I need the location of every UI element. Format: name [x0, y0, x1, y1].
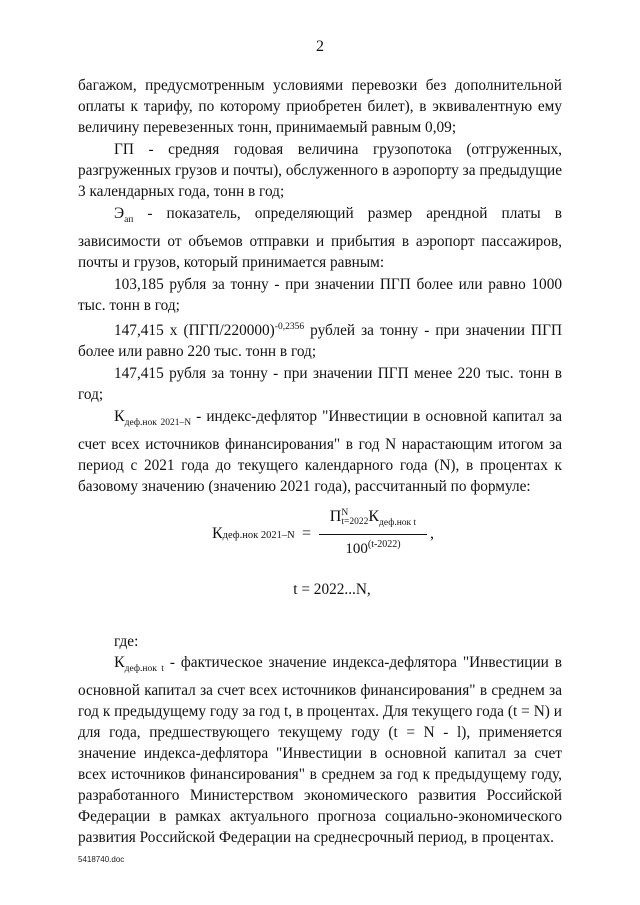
formula-comma: ,: [430, 525, 434, 543]
numerator-k-subscript: деф.нок t: [379, 518, 417, 529]
deflator-symbol: К: [114, 408, 125, 426]
numerator-k-symbol: К: [368, 508, 380, 526]
definition-symbol: К: [114, 654, 125, 672]
document-body: [78, 75, 562, 848]
product-lower: t=2022: [341, 516, 369, 527]
rate-formula-text: рублей за тонну - при значении ПГП более или равно 220 тыс. тонн в год;: [78, 322, 562, 361]
product-symbol: П: [329, 508, 342, 526]
paragraph-rate-1000: 103,185 рубля за тонну - при значении ПГП более или равно 1000 тыс. тонн в год;: [78, 276, 562, 315]
document-footer-filename: 5418740.doc: [78, 855, 125, 864]
paragraph-eap: [78, 203, 562, 273]
rate-formula-base: 147,415 х (ПГП/220000): [114, 322, 275, 340]
paragraph-deflator-definition: [78, 652, 562, 848]
definition-text: - фактическое значение индекса-дефлятора "Инвестиции в основной капитал за счет всех источников финансирования" в среднем за год к предыдущему году за год t, в процентах. Для текущего года (t = N) и для года, предшествующего текущему году (t = N - l), применяется значение индекса-дефлятора "Инвестиции в основной капитал за счет всех источников финансирования" в среднем за год к предыдущему году, разработанного Министерством экономического развития Российской Федерации в рамках актуального прогноза социально-экономического развития Российской Федерации на среднесрочный период, в процентах.: [78, 654, 562, 847]
definition-subscript: деф.нок t: [124, 664, 164, 675]
deflator-formula: [78, 503, 562, 569]
eap-subscript: ап: [124, 215, 134, 226]
page-number: 2: [316, 38, 324, 55]
paragraph-baggage: багажом, предусмотренным условиями перевозки без дополнительной оплаты к тарифу, по которому приобретен билет), в эквивалентную ему величину перевезенных тонн, принимаемый равным 0,09;: [78, 77, 562, 136]
where-label: где:: [114, 633, 139, 651]
formula-fraction: [319, 507, 427, 559]
denominator-exponent: (t-2022): [367, 539, 401, 551]
paragraph-rate-less-220: 147,415 рубля за тонну - при значении ПГП менее 220 тыс. тонн в год;: [78, 365, 562, 404]
denominator-base: 100: [345, 541, 368, 558]
deflator-subscript: деф.нок 2021–N: [124, 418, 192, 429]
deflator-text: - индекс-дефлятор "Инвестиции в основной капитал за счет всех источников финансирования" в год N нарастающим итогом за период с 2021 года до текущего календарного года (N), в процентах к базовому значению (значению 2021 года), рассчитанный по формуле:: [78, 408, 562, 496]
formula-equals: =: [302, 525, 312, 543]
formula-denominator: [319, 535, 427, 559]
formula-numerator: [319, 507, 427, 535]
paragraph-deflator: [78, 406, 562, 497]
rate-formula-exponent: -0,2356: [274, 322, 305, 333]
formula-lhs-symbol: К: [212, 525, 223, 543]
t-range: t = 2022...N,: [293, 581, 371, 599]
eap-symbol: Э: [114, 205, 125, 222]
paragraph-rate-220-formula: [78, 317, 562, 362]
product-upper: N: [341, 507, 349, 518]
formula-lhs-subscript: деф.нок 2021–N: [222, 530, 295, 542]
paragraph-gp: ГП - средняя годовая величина грузопотока (отгруженных, разгруженных грузов и почты), обслуженного в аэропорту за предыдущие 3 календарных года, тонн в год;: [78, 141, 562, 200]
formula-lhs: [212, 523, 295, 546]
eap-text: - показатель, определяющий размер арендной платы в зависимости от объемов отправки и прибытия в аэропорт пассажиров, почты и грузов, который принимается равным:: [78, 205, 562, 272]
